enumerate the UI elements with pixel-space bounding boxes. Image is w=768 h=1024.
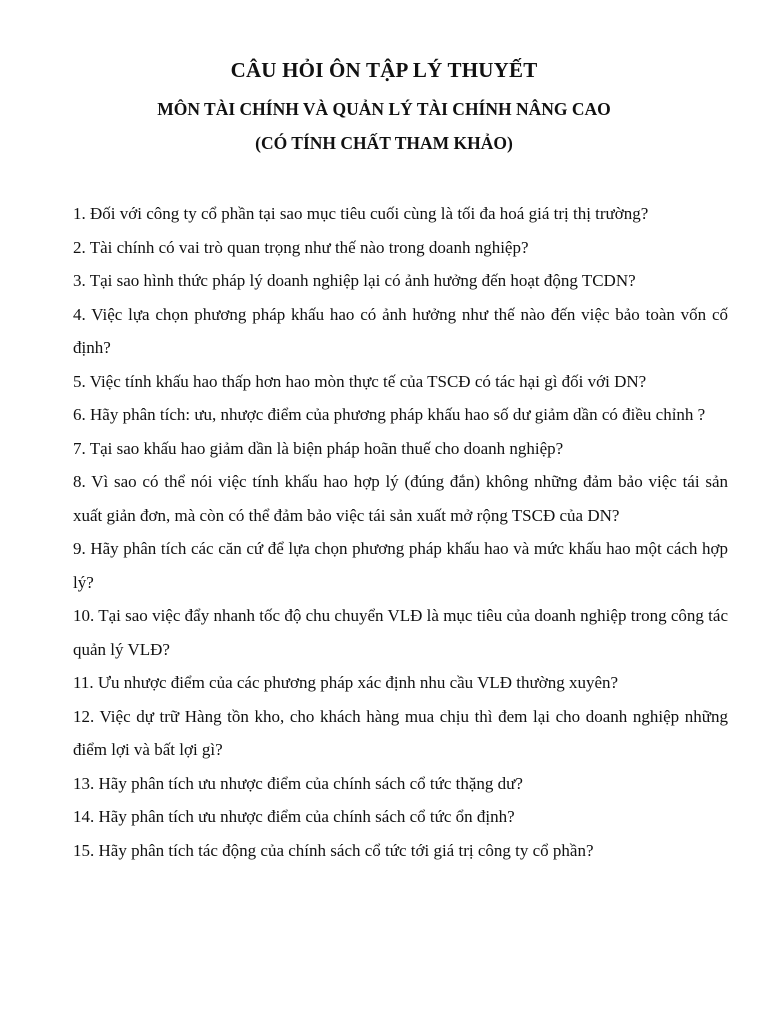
document-title: CÂU HỎI ÔN TẬP LÝ THUYẾT — [230, 58, 538, 82]
question-item: 13. Hãy phân tích ưu nhược điểm của chính sách cổ tức thặng dư? — [73, 773, 523, 793]
question-item: 5. Việc tính khấu hao thấp hơn hao mòn thực tế của TSCĐ có tác hại gì đối với DN? — [73, 371, 647, 391]
question-item: 9. Hãy phân tích các căn cứ để lựa chọn phương pháp khấu hao và mức khấu hao một cách hợp lý? — [73, 539, 728, 592]
question-item: 15. Hãy phân tích tác động của chính sách cổ tức tới giá trị công ty cổ phần? — [73, 840, 594, 860]
question-list — [73, 197, 728, 867]
document-subtitle: MÔN TÀI CHÍNH VÀ QUẢN LÝ TÀI CHÍNH NÂNG CAO — [157, 99, 611, 119]
question-item: 8. Vì sao có thể nói việc tính khấu hao hợp lý (đúng đắn) không những đảm bảo việc tái sản xuất giản đơn, mà còn có thể đảm bảo việc tái sản xuất mở rộng TSCĐ của DN? — [73, 472, 728, 525]
question-item: 7. Tại sao khấu hao giảm dần là biện pháp hoãn thuế cho doanh nghiệp? — [73, 438, 564, 458]
question-item: 12. Việc dự trữ Hàng tồn kho, cho khách hàng mua chịu thì đem lại cho doanh nghiệp những điểm lợi và bất lợi gì? — [73, 706, 728, 759]
document-note: (CÓ TÍNH CHẤT THAM KHẢO) — [255, 133, 513, 153]
question-item: 14. Hãy phân tích ưu nhược điểm của chính sách cổ tức ổn định? — [73, 807, 515, 826]
question-item: 2. Tài chính có vai trò quan trọng như thế nào trong doanh nghiệp? — [73, 237, 529, 257]
question-item: 10. Tại sao việc đẩy nhanh tốc độ chu chuyển VLĐ là mục tiêu của doanh nghiệp trong công tác quản lý VLĐ? — [73, 606, 728, 659]
question-item: 11. Ưu nhược điểm của các phương pháp xác định nhu cầu VLĐ thường xuyên? — [73, 673, 619, 692]
question-item: 1. Đối với công ty cổ phần tại sao mục tiêu cuối cùng là tối đa hoá giá trị thị trường? — [73, 204, 649, 223]
question-item: 4. Việc lựa chọn phương pháp khấu hao có ảnh hưởng như thế nào đến việc bảo toàn vốn cố định? — [73, 304, 728, 357]
question-item: 3. Tại sao hình thức pháp lý doanh nghiệp lại có ảnh hưởng đến hoạt động TCDN? — [73, 271, 636, 290]
question-item: 6. Hãy phân tích: ưu, nhược điểm của phương pháp khấu hao số dư giảm dần có điều chỉnh ? — [73, 405, 706, 424]
